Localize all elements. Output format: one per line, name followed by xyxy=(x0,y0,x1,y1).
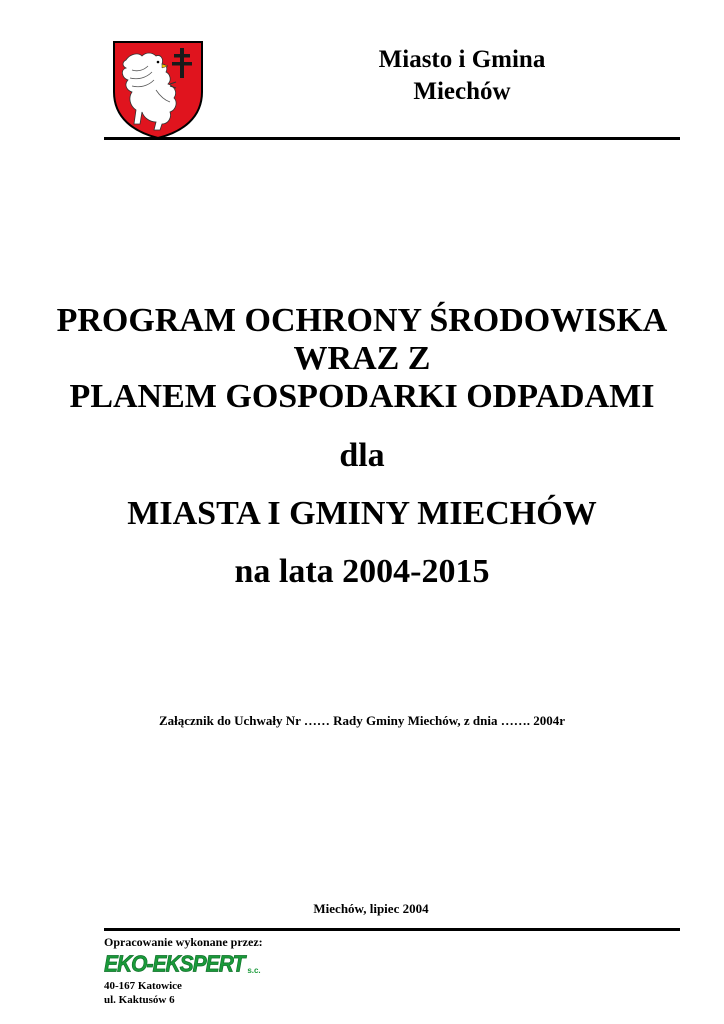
municipality-name-line1: Miasto i Gmina xyxy=(378,46,546,73)
company-address-line1: 40-167 Katowice xyxy=(104,980,182,992)
griffin-coat-of-arms-icon xyxy=(112,40,204,140)
municipality-name xyxy=(320,44,604,108)
resolution-annex-note: Załącznik do Uchwały Nr …… Rady Gminy Miechów, z dnia ……. 2004r xyxy=(158,713,566,728)
document-title-years: na lata 2004-2015 xyxy=(234,553,490,590)
prepared-by-label: Opracowanie wykonane przez: xyxy=(104,935,263,949)
header-divider xyxy=(104,137,680,140)
document-title-line1: PROGRAM OCHRONY ŚRODOWISKA xyxy=(56,302,668,339)
document-title-municipality: MIASTA I GMINY MIECHÓW xyxy=(127,495,597,532)
company-address xyxy=(104,979,182,1007)
document-title-line3: PLANEM GOSPODARKI ODPADAMI xyxy=(69,378,655,415)
company-logo xyxy=(104,951,261,978)
place-and-date: Miechów, lipiec 2004 xyxy=(313,901,429,916)
footer-divider xyxy=(104,928,680,931)
document-title xyxy=(0,302,724,416)
company-logo-suffix: s.c. xyxy=(247,966,261,975)
document-title-line2: WRAZ Z xyxy=(293,340,431,377)
company-address-line2: ul. Kaktusów 6 xyxy=(104,994,175,1006)
company-logo-name: EKO-EKSPERT xyxy=(104,951,245,978)
municipality-name-line2: Miechów xyxy=(413,78,511,105)
document-title-for: dla xyxy=(339,437,385,474)
